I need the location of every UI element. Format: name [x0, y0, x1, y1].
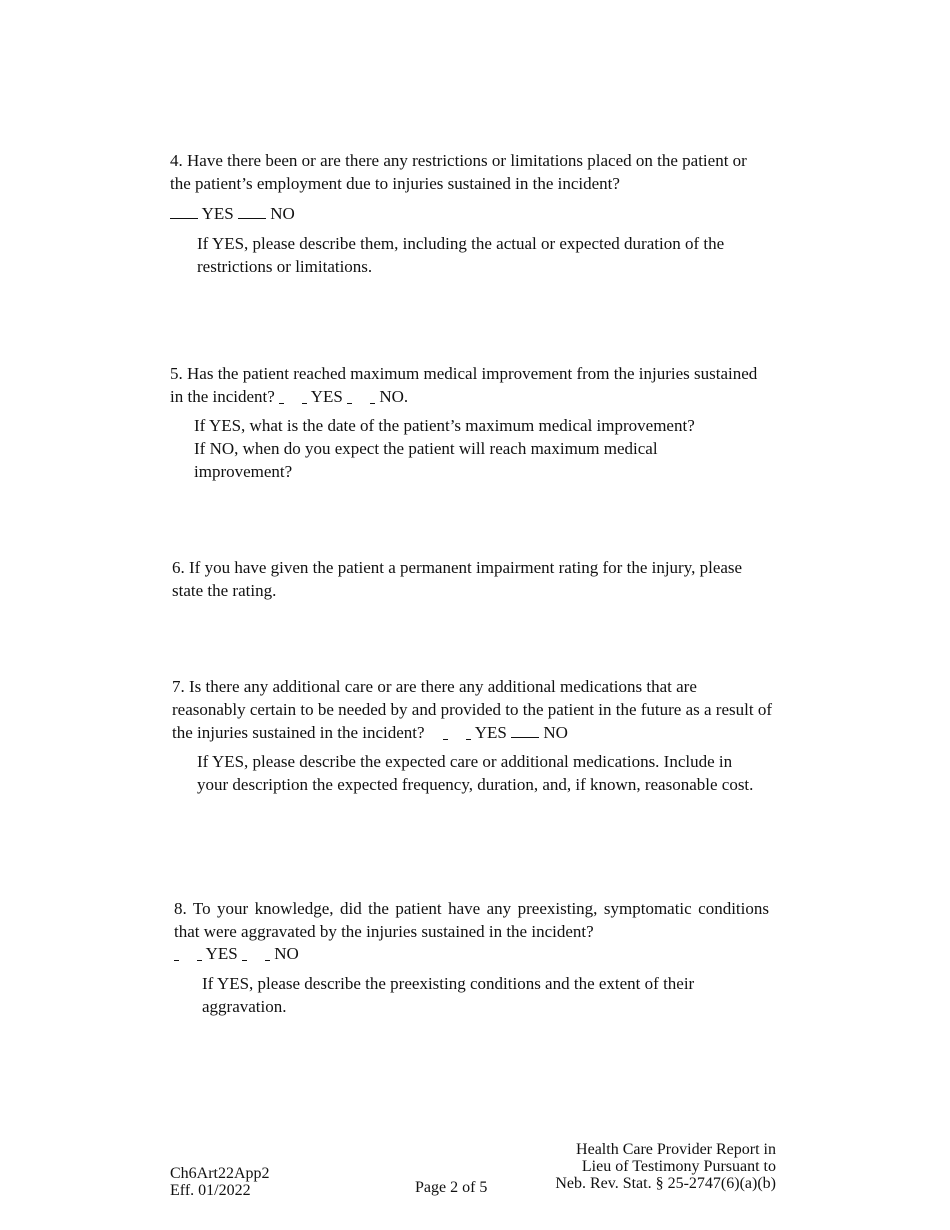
- question-4-text: 4. Have there been or are there any restrictions or limitations placed on the patient or the patient’s employment due to injuries sustained in the incident?: [170, 151, 747, 193]
- footer-title-line-2: Lieu of Testimony Pursuant to: [581, 1158, 776, 1175]
- question-7-text: 7. Is there any additional care or are there any additional medications that are reasonably certain to be needed by and provided to the patient in the future as a result of the injuries sustained in the incident?: [172, 677, 772, 742]
- footer-title-line-1: Health Care Provider Report in: [576, 1141, 776, 1158]
- question-4-no-label: NO: [270, 204, 295, 223]
- question-7-yes-label: YES: [474, 723, 507, 742]
- question-8-no-blank[interactable]: [242, 958, 270, 959]
- question-8-followup: If YES, please describe the preexisting conditions and the extent of their aggravation.: [202, 974, 695, 1016]
- question-5-text: 5. Has the patient reached maximum medical improvement from the injuries sustained in the incident?: [170, 364, 758, 406]
- question-7-yes-blank[interactable]: [443, 737, 471, 738]
- question-4: [170, 149, 770, 195]
- question-8-yes-blank[interactable]: [174, 958, 202, 959]
- question-8-options: [174, 942, 299, 965]
- question-5-yes-label: YES: [310, 387, 343, 406]
- question-5: [170, 362, 770, 408]
- question-7-no-blank[interactable]: [511, 736, 539, 738]
- question-8-yes-label: YES: [205, 944, 238, 963]
- question-7-followup: If YES, please describe the expected care or additional medications. Include in your description the expected frequency, duration, and, if known, reasonable cost.: [197, 752, 754, 794]
- effective-date: Eff. 01/2022: [170, 1182, 251, 1199]
- question-5-followup-yes: If YES, what is the date of the patient’s maximum medical improvement?: [194, 416, 695, 435]
- question-4-no-blank[interactable]: [238, 217, 266, 219]
- footer-title: [555, 1141, 776, 1192]
- question-8-text: 8. To your knowledge, did the patient have any preexisting, symptomatic conditions that were aggravated by the injuries sustained in the incident?: [174, 899, 769, 941]
- question-5-no-label: NO.: [379, 387, 409, 406]
- question-6-text: 6. If you have given the patient a permanent impairment rating for the injury, please state the rating.: [172, 558, 743, 600]
- form-id: Ch6Art22App2: [170, 1165, 270, 1182]
- question-4-yes-blank[interactable]: [170, 217, 198, 219]
- question-7-no-label: NO: [543, 723, 568, 742]
- question-5-no-blank[interactable]: [347, 401, 375, 402]
- page-number: Page 2 of 5: [415, 1179, 488, 1196]
- question-6: [172, 556, 772, 602]
- question-8-no-label: NO: [274, 944, 299, 963]
- question-4-followup: If YES, please describe them, including the actual or expected duration of the restrictions or limitations.: [197, 234, 725, 276]
- footer-title-line-3: Neb. Rev. Stat. § 25-2747(6)(a)(b): [555, 1175, 776, 1192]
- question-5-followup-no: If NO, when do you expect the patient will reach maximum medical improvement?: [194, 439, 658, 481]
- footer-form-id: [170, 1165, 270, 1199]
- question-5-yes-blank[interactable]: [279, 401, 307, 402]
- question-4-options: [170, 202, 295, 225]
- question-4-yes-label: YES: [201, 204, 234, 223]
- question-7: [172, 675, 772, 744]
- question-8: [174, 897, 769, 943]
